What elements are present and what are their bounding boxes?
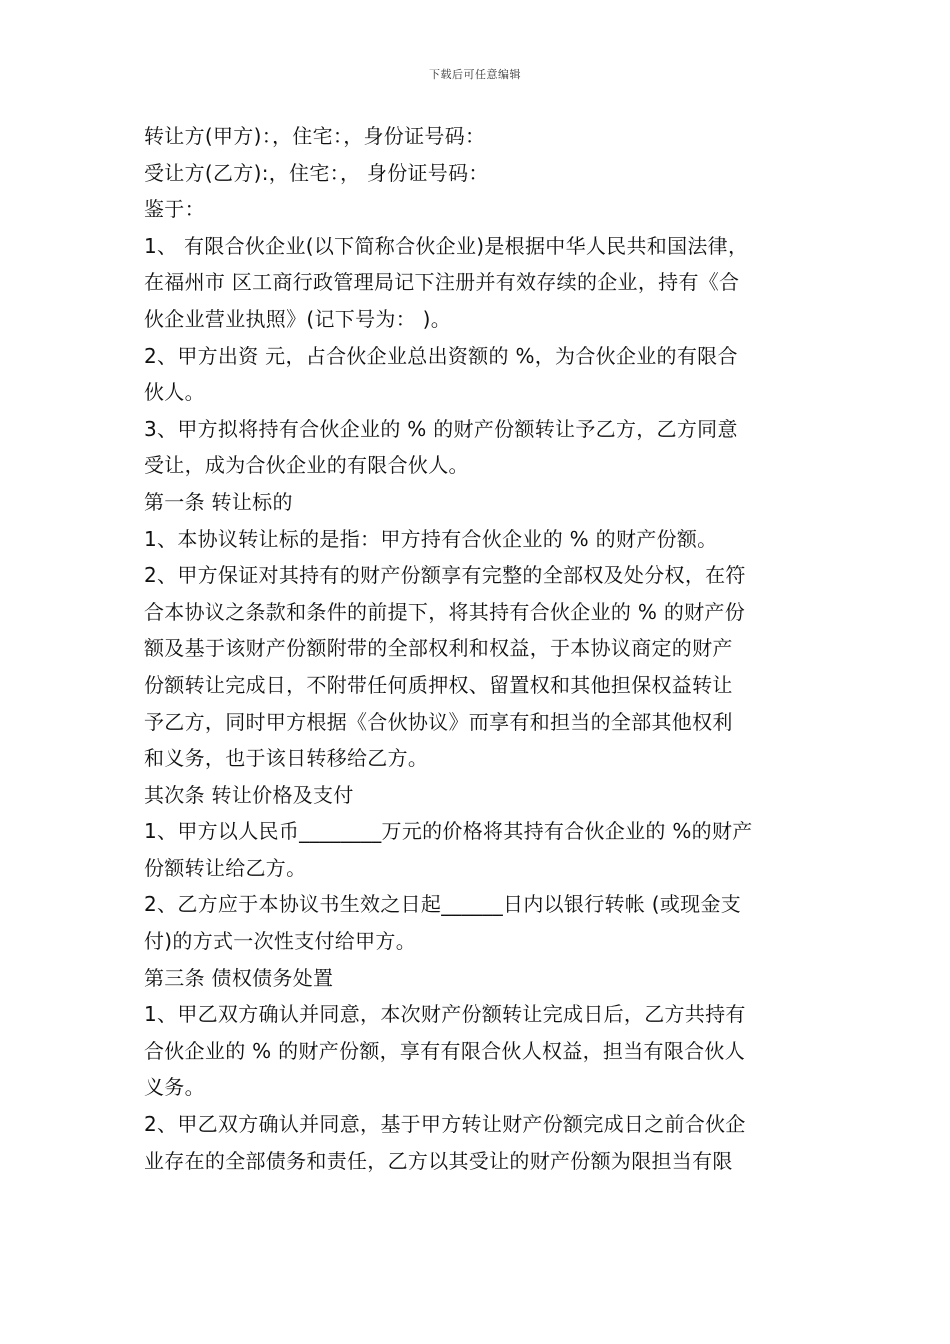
text-line: 份额转让给乙方。 — [144, 855, 307, 880]
text-line: 合本协议之条款和条件的前提下，将其持有合伙企业的 % 的财产份 — [144, 599, 746, 624]
text-line: 业存在的全部债务和责任，乙方以其受让的财产份额为限担当有限 — [144, 1148, 733, 1173]
text-line: 额及基于该财产份额附带的全部权利和权益，于本协议商定的财产 — [144, 636, 733, 661]
text-line: 受让方(乙方):，住宅：， 身份证号码： — [144, 160, 489, 185]
text-line: 和义务，也于该日转移给乙方。 — [144, 746, 429, 771]
text-line: 2、甲方保证对其持有的财产份额享有完整的全部权及处分权，在符 — [144, 563, 746, 588]
text-line: 份额转让完成日，不附带任何质押权、留置权和其他担保权益转让 — [144, 672, 733, 697]
page-header: 下载后可任意编辑 — [429, 68, 521, 81]
text-line: 伙企业营业执照》(记下号为： )。 — [144, 306, 452, 331]
text-line: 2、甲乙双方确认并同意，基于甲方转让财产份额完成日之前合伙企 — [144, 1112, 746, 1137]
text-line: 鉴于： — [144, 197, 205, 222]
text-line: 在福州市 区工商行政管理局记下注册并有效存续的企业，持有《合 — [144, 270, 740, 295]
text-line: 予乙方，同时甲方根据《合伙协议》而享有和担当的全部其他权利 — [144, 709, 733, 734]
section-heading: 第一条 转让标的 — [144, 489, 293, 514]
text-line: 合伙企业的 % 的财产份额，享有有限合伙人权益，担当有限合伙人 — [144, 1038, 746, 1063]
text-line: 1、 有限合伙企业(以下简称合伙企业)是根据中华人民共和国法律， — [144, 233, 749, 258]
text-line: 1、甲方以人民币________万元的价格将其持有合伙企业的 %的财产 — [144, 819, 753, 844]
text-line: 1、本协议转让标的是指：甲方持有合伙企业的 % 的财产份额。 — [144, 526, 718, 551]
text-line: 2、乙方应于本协议书生效之日起______日内以银行转帐 (或现金支 — [144, 892, 742, 917]
text-line: 伙人。 — [144, 380, 205, 405]
text-line: 受让，成为合伙企业的有限合伙人。 — [144, 453, 469, 478]
section-heading: 第三条 债权债务处置 — [144, 965, 334, 990]
text-line: 3、甲方拟将持有合伙企业的 % 的财产份额转让予乙方，乙方同意 — [144, 416, 738, 441]
section-heading: 其次条 转让价格及支付 — [144, 782, 354, 807]
document-body — [144, 118, 812, 1179]
text-line: 1、甲乙双方确认并同意，本次财产份额转让完成日后，乙方共持有 — [144, 1002, 746, 1027]
text-line: 付)的方式一次性支付给甲方。 — [144, 929, 417, 954]
text-line: 2、甲方出资 元，占合伙企业总出资额的 %，为合伙企业的有限合 — [144, 343, 738, 368]
text-line: 义务。 — [144, 1075, 205, 1100]
text-line: 转让方(甲方)：，住宅：，身份证号码： — [144, 124, 486, 148]
